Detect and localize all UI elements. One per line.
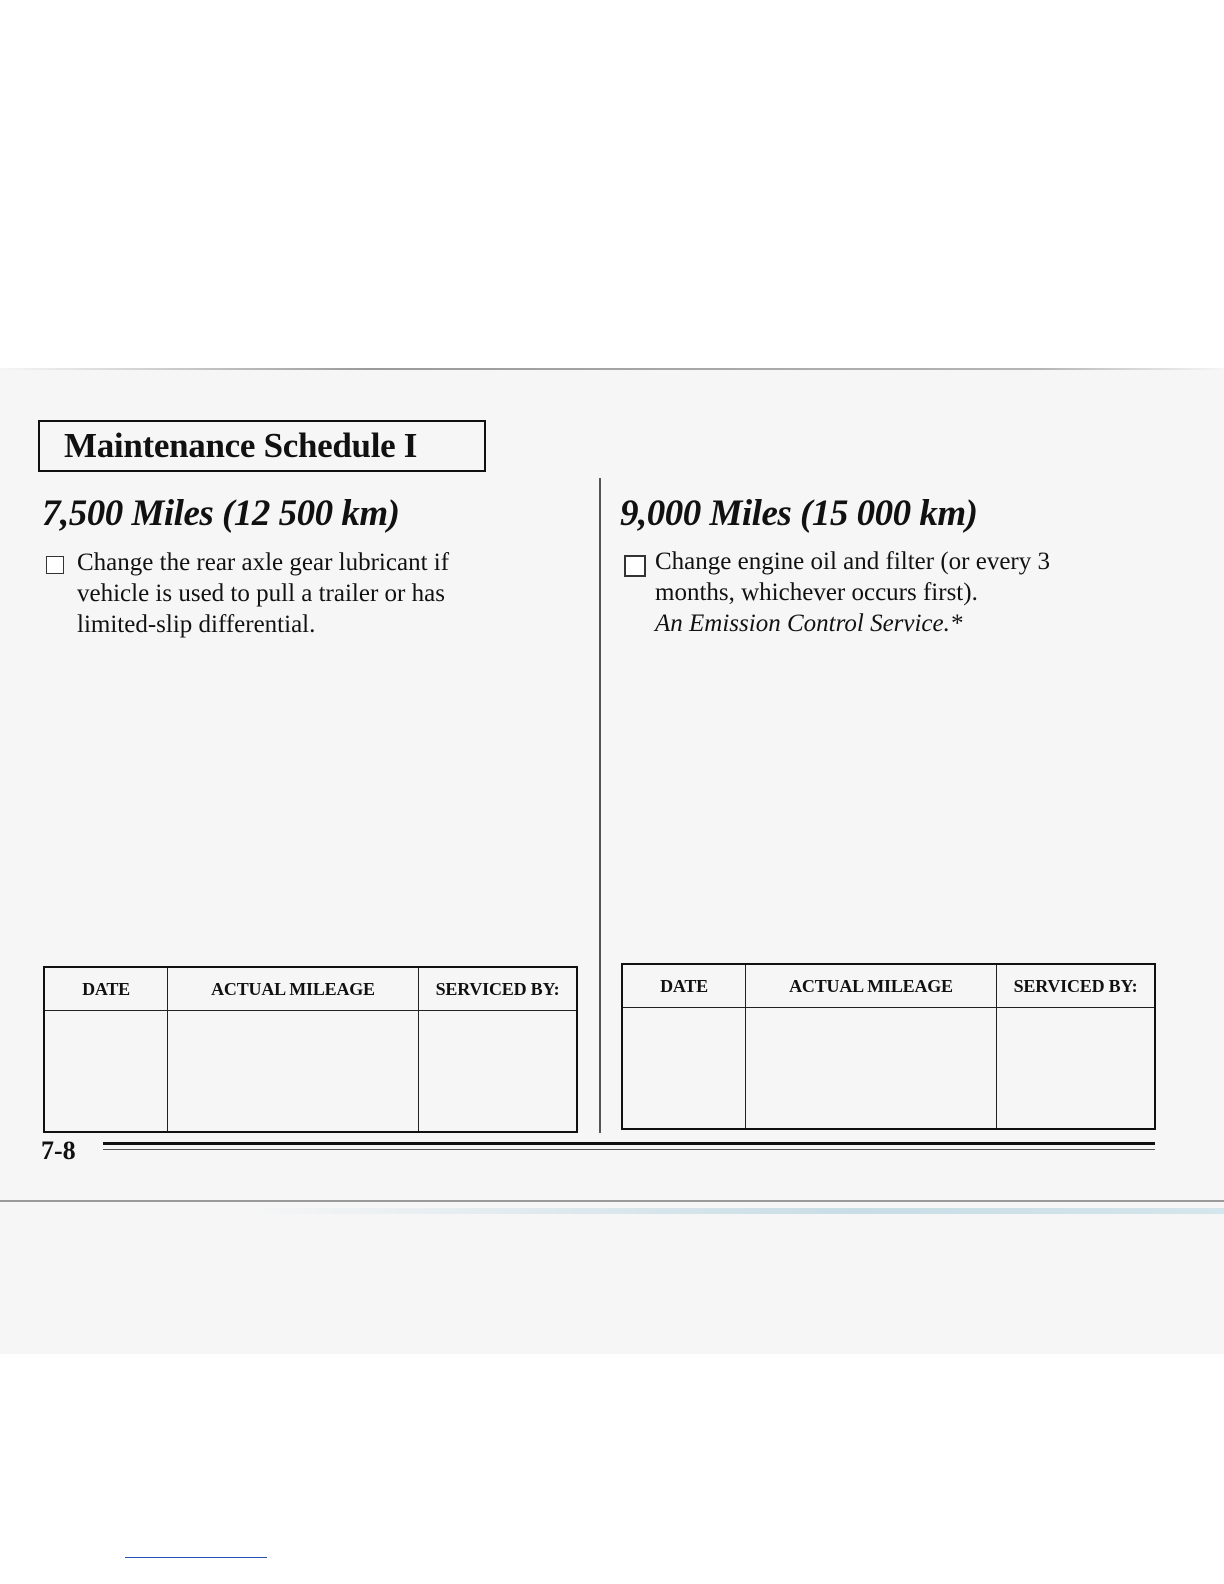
page-bottom-edge bbox=[0, 1198, 1224, 1216]
bottom-edge-shadow bbox=[0, 1208, 1224, 1214]
page-top-edge bbox=[0, 368, 1224, 370]
table-row bbox=[44, 1011, 577, 1133]
column-header-date: DATE bbox=[622, 964, 746, 1008]
date-cell[interactable] bbox=[622, 1008, 746, 1130]
section-heading-7500: 7,500 Miles (12 500 km) bbox=[42, 493, 400, 534]
column-divider bbox=[599, 478, 601, 1133]
service-log-table-7500 bbox=[43, 966, 578, 1133]
serviced-by-cell[interactable] bbox=[419, 1011, 578, 1133]
task-text: Change engine oil and filter (or every 3 months, whichever occurs first). bbox=[655, 548, 1050, 606]
task-checkbox-rear-axle[interactable] bbox=[46, 556, 64, 574]
bottom-edge-line bbox=[0, 1200, 1224, 1202]
scanned-page bbox=[0, 368, 1224, 1354]
footer-rule-thick bbox=[103, 1142, 1155, 1145]
task-rear-axle-lubricant bbox=[77, 547, 517, 640]
table-row bbox=[622, 1008, 1155, 1130]
column-header-actual-mileage: ACTUAL MILEAGE bbox=[168, 967, 419, 1011]
task-checkbox-engine-oil[interactable] bbox=[624, 555, 646, 577]
serviced-by-cell[interactable] bbox=[997, 1008, 1156, 1130]
emission-control-note: An Emission Control Service.* bbox=[655, 610, 963, 637]
link-underline bbox=[125, 1557, 267, 1558]
page-number: 7-8 bbox=[41, 1136, 76, 1165]
date-cell[interactable] bbox=[44, 1011, 168, 1133]
footer-rule-thin bbox=[103, 1149, 1155, 1150]
task-text: Change the rear axle gear lubricant if vehicle is used to pull a trailer or has limited-slip differential. bbox=[77, 549, 450, 638]
column-header-date: DATE bbox=[44, 967, 168, 1011]
page-title: Maintenance Schedule I bbox=[38, 420, 486, 472]
task-engine-oil-filter bbox=[655, 546, 1105, 639]
table-header-row bbox=[44, 967, 577, 1011]
column-header-serviced-by: SERVICED BY: bbox=[997, 964, 1156, 1008]
footer-rule bbox=[103, 1142, 1155, 1152]
actual-mileage-cell[interactable] bbox=[746, 1008, 997, 1130]
service-log-table-9000 bbox=[621, 963, 1156, 1130]
column-header-serviced-by: SERVICED BY: bbox=[419, 967, 578, 1011]
actual-mileage-cell[interactable] bbox=[168, 1011, 419, 1133]
column-header-actual-mileage: ACTUAL MILEAGE bbox=[746, 964, 997, 1008]
section-heading-9000: 9,000 Miles (15 000 km) bbox=[620, 493, 978, 534]
table-header-row bbox=[622, 964, 1155, 1008]
